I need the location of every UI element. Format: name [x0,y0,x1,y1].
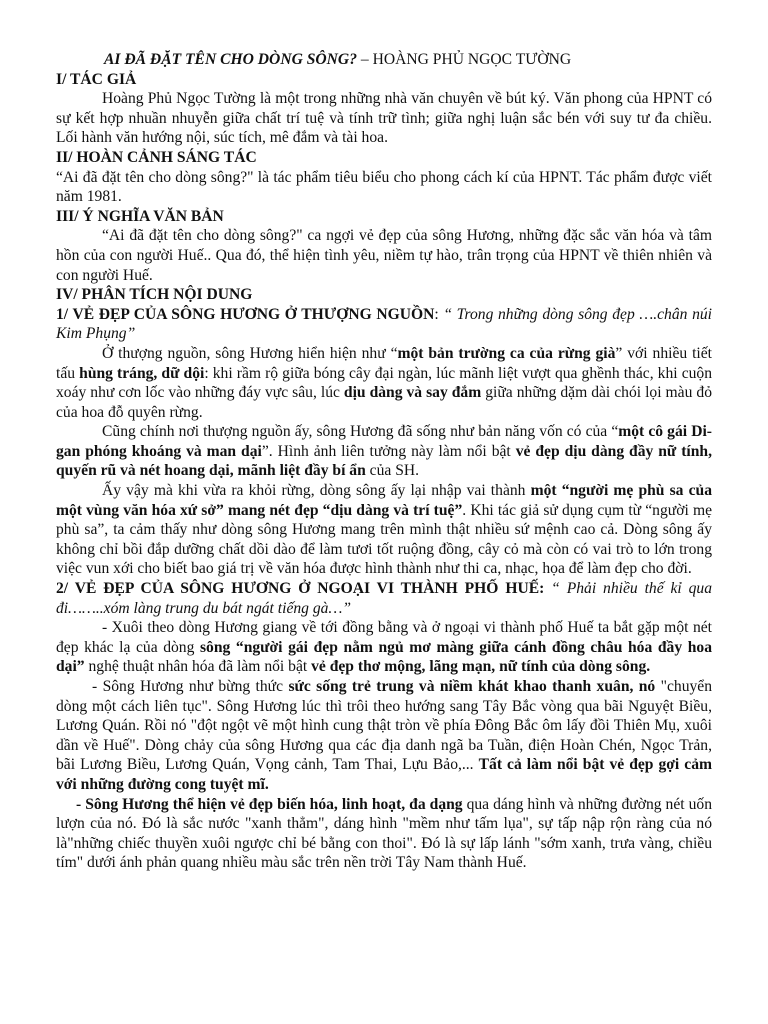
paragraph-outskirts-1 [56,618,712,677]
text-run: giữa những dặm dài chói lọi màu đỏ của hoa đỗ quyên rừng. [56,384,712,421]
emphasis-run: dịu dàng và say đắm [343,384,482,402]
section-body-context: “Ai đã đặt tên cho dòng sông?" là tác phẩm tiêu biểu cho phong cách kí của HPNT. Tác phẩm được viết năm 1981. [56,168,712,206]
text-run: - Sông Hương như bừng thức [92,678,289,695]
emphasis-run: vẻ đẹp dịu dàng đầy nữ tính, quyến rũ và nét hoang dại, mãnh liệt đầy bí ẩn [56,442,712,480]
section-heading-author: I/ TÁC GIẢ [56,70,137,88]
text-run: Cũng chính nơi thượng nguồn ấy, sông Hương đã sống như bản năng vốn có của “ [102,423,619,441]
text-run: : khi rầm rộ giữa bóng cây đại ngàn, lúc mãnh liệt vượt qua ghềnh thác, khi cuộn xoáy như cơn lốc vào những đáy vực sâu, lúc [56,364,713,402]
subsection-separator: : [434,305,444,323]
subsection-heading-upstream [56,305,712,344]
emphasis-run: vẻ đẹp thơ mộng, lãng mạn, nữ tính của dòng sông. [311,658,651,676]
text-run: của SH. [365,462,420,480]
emphasis-run: hùng tráng, dữ dội [79,364,205,382]
paragraph-upstream-1 [56,344,712,422]
subsection-title-upstream: 1/ VẺ ĐẸP CỦA SÔNG HƯƠNG Ở THƯỢNG NGUỒN [56,305,435,323]
paragraph-outskirts-2 [56,677,712,795]
text-run: Ở thượng nguồn, sông Hương hiển hiện như “ [102,344,398,362]
text-run: "chuyển dòng một cách liên tục". Sông Hương lúc thì trôi theo hướng sang Tây Bắc vòng qua bãi Nguyệt Biều, Lương Quán. Rồi nó "đột ngột vẽ một hình cung thật tròn về phía Đông Bắc ôm lấy đồi Thiên Mụ, xuôi dần về Huế". Dòng chảy của sông Hương qua các địa danh ngã ba Tuần, điện Hoàn Chén, Ngọc Trản, bãi Lương Biều, Lương Quán, Vọng cảnh, Tam Thai, Lựu Bảo,... [56,678,713,774]
section-heading-context: II/ HOÀN CẢNH SÁNG TÁC [56,148,257,166]
text-run: ” với nhiều tiết tấu [56,344,712,382]
emphasis-run: một bản trường ca của rừng già [397,344,616,362]
paragraph-upstream-3 [56,481,712,579]
emphasis-run: một cô gái Di-gan phóng khoáng và man dại [56,423,712,460]
text-run: qua dáng hình và những đường nét uốn lượn của nó. Đó là sắc nước "xanh thẳm", dáng hình "mềm như tấm lụa", sự tấp nập rộn ràng của nó là"những chiếc thuyền xuôi ngược chỉ bé bằng con thoi". Đó là sự lấp lánh "sớm xanh, trưa vàng, chiều tím" dưới ánh phản quang nhiều màu sắc trên nền trời Tây Nam thành Huế. [56,795,712,872]
section-heading-analysis: IV/ PHÂN TÍCH NỘI DUNG [56,286,253,304]
document-title [56,50,712,70]
text-run: ”. Hình ảnh liên tưởng này làm nổi bật [261,442,516,460]
section-body-author: Hoàng Phủ Ngọc Tường là một trong những nhà văn chuyên về bút ký. Văn phong của HPNT có sự kết hợp nhuần nhuyễn giữa chất trí tuệ và tính trữ tình; giữa nghị luận sắc bén với suy tư đa chiều. Lối hành văn hướng nội, súc tích, mê đắm và tài hoa. [56,90,712,147]
section-body-meaning: “Ai đã đặt tên cho dòng sông?" ca ngợi vẻ đẹp của sông Hương, những đặc sắc văn hóa và tâm hồn của con người Huế.. Qua đó, thể hiện tình yêu, niềm tự hào, trân trọng của HPNT về thiên nhiên và con người Huế. [56,227,712,284]
section-heading-meaning: III/ Ý NGHĨA VĂN BẢN [56,207,224,225]
subsection-quote-upstream: “ Trong những dòng sông đẹp ….chân núi Kim Phụng” [56,305,712,343]
subsection-heading-outskirts [56,579,712,618]
paragraph-upstream-2 [56,422,712,481]
text-run: . Khi tác giả sử dụng cụm từ “người mẹ phù sa”, ta cảm thấy như dòng sông Hương mang trên mình thật nhiều sứ mệnh cao cả. Dòng sông ấy không chỉ bồi đắp dưỡng chất dồi dào để làm tươi tốt ruộng đồng, cây cỏ mà còn có vai trò to lớn trong việc vun xới cho biết bao giá trị về văn hóa được hình thành như thi ca, nhạc, họa để làm đẹp cho đời. [56,501,712,578]
text-run: nghệ thuật nhân hóa đã làm nổi bật [84,658,312,676]
subsection-title-outskirts: 2/ VẺ ĐẸP CỦA SÔNG HƯƠNG Ở NGOẠI VI THÀNH PHỐ HUẾ: [56,580,545,598]
subsection-quote-outskirts: “ Phải nhiều thế kỉ qua đi……..xóm làng trung du bát ngát tiếng gà…” [56,580,713,617]
paragraph-outskirts-3 [56,795,712,873]
emphasis-run: Tất cả làm nổi bật vẻ đẹp gợi cảm với những đường cong tuyệt mĩ. [56,756,712,793]
text-run: - Xuôi theo dòng Hương giang về tới đồng bằng và ở ngoại vi thành phố Huế ta bắt gặp một nét đẹp khác lạ của dòng [56,619,712,656]
emphasis-run: sức sống trẻ trung và niềm khát khao thanh xuân, nó [288,678,656,695]
text-run: Ấy vậy mà khi vừa ra khỏi rừng, dòng sông ấy lại nhập vai thành [102,482,531,500]
emphasis-run: một “người mẹ phù sa của một vùng văn hóa xứ sở” mang nét đẹp “dịu dàng và trí tuệ” [56,482,712,519]
title-main: AI ĐÃ ĐẶT TÊN CHO DÒNG SÔNG? [104,51,357,68]
emphasis-run: sông “người gái đẹp nằm ngủ mơ màng giữa cánh đồng châu hóa đầy hoa dại” [56,638,712,676]
emphasis-run: - Sông Hương thể hiện vẻ đẹp biến hóa, linh hoạt, đa dạng [76,795,463,813]
title-author: – HOÀNG PHỦ NGỌC TƯỜNG [357,51,572,68]
